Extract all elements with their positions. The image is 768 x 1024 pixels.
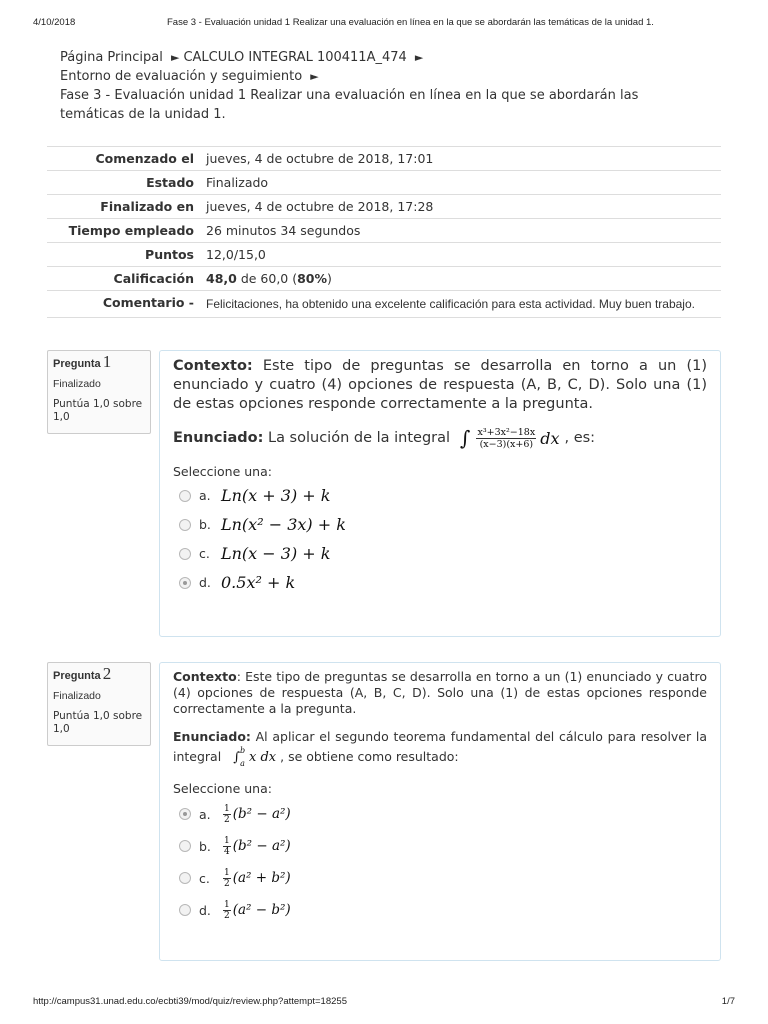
context-label: Contexto xyxy=(173,669,237,684)
integral-fraction xyxy=(476,427,536,450)
answer-text: Ln(x² − 3x) + k xyxy=(221,515,346,534)
summary-row-state xyxy=(47,171,721,195)
summary-label: Finalizado en xyxy=(47,195,200,219)
question-info-2 xyxy=(47,662,151,746)
answer-letter: d. xyxy=(199,902,211,918)
question-content-2 xyxy=(159,662,721,961)
answer-option-d[interactable] xyxy=(173,894,707,926)
answer-prompt: Seleccione una: xyxy=(173,781,272,796)
summary-label: Calificación xyxy=(47,267,200,291)
answer-fraction xyxy=(223,836,231,857)
summary-value: Finalizado xyxy=(200,171,721,195)
context-text: : Este tipo de preguntas se desarrolla en torno a un (1) enunciado y cuatro (4) opciones de respuesta (A, B, C, D). Solo una (1) de estas opciones responde correctamente a la pregunta. xyxy=(173,669,707,716)
answer-text: Ln(x − 3) + k xyxy=(221,544,331,563)
answer-expression xyxy=(221,836,291,857)
grade-close: ) xyxy=(327,271,332,286)
answer-option-b[interactable] xyxy=(173,510,707,539)
radio-button[interactable] xyxy=(179,904,191,916)
breadcrumb-course[interactable]: CALCULO INTEGRAL 100411A_474 xyxy=(183,50,407,65)
summary-label: Tiempo empleado xyxy=(47,219,200,243)
fraction-denominator: 2 xyxy=(224,910,230,921)
answer-text: (b² − a²) xyxy=(232,837,291,854)
answer-option-c[interactable] xyxy=(173,862,707,894)
print-title: Fase 3 - Evaluación unidad 1 Realizar una evaluación en línea en la que se abordarán las temáticas de la unidad 1. xyxy=(167,17,654,28)
question-context xyxy=(173,669,707,717)
radio-button[interactable] xyxy=(179,872,191,884)
answer-letter: a. xyxy=(199,488,211,503)
statement-end: , se obtiene como resultado: xyxy=(280,749,459,764)
summary-row-grade xyxy=(47,267,721,291)
print-footer xyxy=(33,996,735,1010)
statement-end: , es: xyxy=(564,430,596,446)
question-statement xyxy=(173,727,707,769)
breadcrumb-arrow-icon: ► xyxy=(310,70,319,83)
summary-value: Felicitaciones, ha obtenido una excelente calificación para esta actividad. Muy buen trabajo. xyxy=(200,291,721,318)
summary-label: Comentario - xyxy=(47,291,200,318)
breadcrumb-section[interactable]: Entorno de evaluación y seguimiento xyxy=(60,69,303,84)
fraction-numerator: 1 xyxy=(224,803,230,814)
integral-expression xyxy=(450,426,559,450)
fraction-denominator: 2 xyxy=(224,878,230,889)
statement-label: Enunciado: xyxy=(173,430,264,446)
answer-text: (a² − b²) xyxy=(232,901,291,918)
fraction-numerator: 1 xyxy=(224,835,230,846)
breadcrumb-activity[interactable]: Fase 3 - Evaluación unidad 1 Realizar una evaluación en línea en la que se abordarán las temáticas de la unidad 1. xyxy=(60,88,639,122)
statement-label: Enunciado: xyxy=(173,729,251,744)
answer-fraction xyxy=(223,804,231,825)
answer-letter: d. xyxy=(199,575,211,590)
answer-text: (a² + b²) xyxy=(232,869,291,886)
summary-row-comment xyxy=(47,291,721,318)
summary-value xyxy=(200,267,721,291)
answer-option-c[interactable] xyxy=(173,539,707,568)
question-number: 1 xyxy=(102,352,112,371)
answer-text: (b² − a²) xyxy=(232,805,291,822)
breadcrumb-home[interactable]: Página Principal xyxy=(60,50,163,65)
statement-text: La solución de la integral xyxy=(263,430,451,446)
print-url: http://campus31.unad.edu.co/ecbti39/mod/quiz/review.php?attempt=18255 xyxy=(33,996,347,1007)
integral-upper-limit: b xyxy=(239,746,246,755)
answer-fraction xyxy=(223,868,231,889)
integral-lower-limit: a xyxy=(240,759,245,768)
integral-sign-icon: ∫ xyxy=(233,750,240,765)
breadcrumb xyxy=(60,48,680,124)
answer-expression xyxy=(221,804,291,825)
answer-option-a[interactable] xyxy=(173,481,707,510)
question-info-1 xyxy=(47,350,151,434)
print-page-number: 1/7 xyxy=(721,996,735,1007)
radio-button[interactable] xyxy=(179,490,191,502)
answer-option-a[interactable] xyxy=(173,798,707,830)
fraction-numerator: 1 xyxy=(224,867,230,878)
question-state: Finalizado xyxy=(53,378,101,390)
answer-expression xyxy=(221,868,291,889)
question-score: Puntúa 1,0 sobre 1,0 xyxy=(53,398,143,423)
question-number: 2 xyxy=(102,664,112,683)
summary-label: Comenzado el xyxy=(47,147,200,171)
grade-value: 48,0 xyxy=(206,271,237,286)
breadcrumb-arrow-icon: ► xyxy=(170,51,180,64)
fraction-numerator: x³+3x²−18x xyxy=(477,426,536,438)
radio-button-selected[interactable] xyxy=(179,808,191,820)
summary-value: jueves, 4 de octubre de 2018, 17:28 xyxy=(200,195,721,219)
differential: dx xyxy=(540,428,560,448)
print-date: 4/10/2018 xyxy=(33,17,76,28)
integral-sign-icon: ∫ xyxy=(460,426,471,450)
answer-option-b[interactable] xyxy=(173,830,707,862)
grade-percent: 80% xyxy=(297,271,328,286)
summary-label: Estado xyxy=(47,171,200,195)
answer-letter: a. xyxy=(199,806,211,822)
summary-row-time xyxy=(47,219,721,243)
answer-fraction xyxy=(223,900,231,921)
integral-expression xyxy=(233,746,277,768)
fraction-numerator: 1 xyxy=(224,899,230,910)
question-context xyxy=(173,357,707,414)
question-statement xyxy=(173,426,707,450)
fraction-denominator: 4 xyxy=(224,846,230,857)
summary-value: jueves, 4 de octubre de 2018, 17:01 xyxy=(200,147,721,171)
question-label: Pregunta xyxy=(53,670,101,682)
fraction-denominator: (x−3)(x+6) xyxy=(479,438,534,450)
print-header xyxy=(33,17,735,31)
summary-row-points xyxy=(47,243,721,267)
context-text: Este tipo de preguntas se desarrolla en torno a un (1) enunciado y cuatro (4) opciones de respuesta (A, B, C, D). Solo una (1) de estas opciones responde correctamente a la pregunta. xyxy=(173,358,707,412)
attempt-summary-table xyxy=(47,146,721,318)
question-content-1 xyxy=(159,350,721,637)
radio-button[interactable] xyxy=(179,840,191,852)
radio-button-selected[interactable] xyxy=(179,577,191,589)
answer-text: Ln(x + 3) + k xyxy=(221,486,331,505)
summary-row-finished xyxy=(47,195,721,219)
question-label: Pregunta xyxy=(53,358,101,370)
summary-value: 26 minutos 34 segundos xyxy=(200,219,721,243)
answer-expression xyxy=(221,900,291,921)
answer-list xyxy=(173,481,707,597)
answer-text: 0.5x² + k xyxy=(221,573,296,592)
answer-letter: b. xyxy=(199,838,211,854)
context-label: Contexto: xyxy=(173,358,253,374)
answer-letter: c. xyxy=(199,870,210,886)
answer-letter: b. xyxy=(199,517,211,532)
statement-text: Al aplicar el segundo teorema fundamental del cálculo para resolver la integral xyxy=(173,729,707,764)
question-score: Puntúa 1,0 sobre 1,0 xyxy=(53,710,143,735)
question-state: Finalizado xyxy=(53,690,101,702)
fraction-denominator: 2 xyxy=(224,814,230,825)
summary-value: 12,0/15,0 xyxy=(200,243,721,267)
radio-button[interactable] xyxy=(179,548,191,560)
grade-of: de 60,0 ( xyxy=(236,271,298,286)
answer-letter: c. xyxy=(199,546,210,561)
answer-option-d[interactable] xyxy=(173,568,707,597)
breadcrumb-arrow-icon: ► xyxy=(414,51,424,64)
summary-row-started xyxy=(47,147,721,171)
summary-label: Puntos xyxy=(47,243,200,267)
answer-prompt: Seleccione una: xyxy=(173,464,272,479)
radio-button[interactable] xyxy=(179,519,191,531)
integrand: x dx xyxy=(249,750,277,765)
answer-list xyxy=(173,798,707,926)
